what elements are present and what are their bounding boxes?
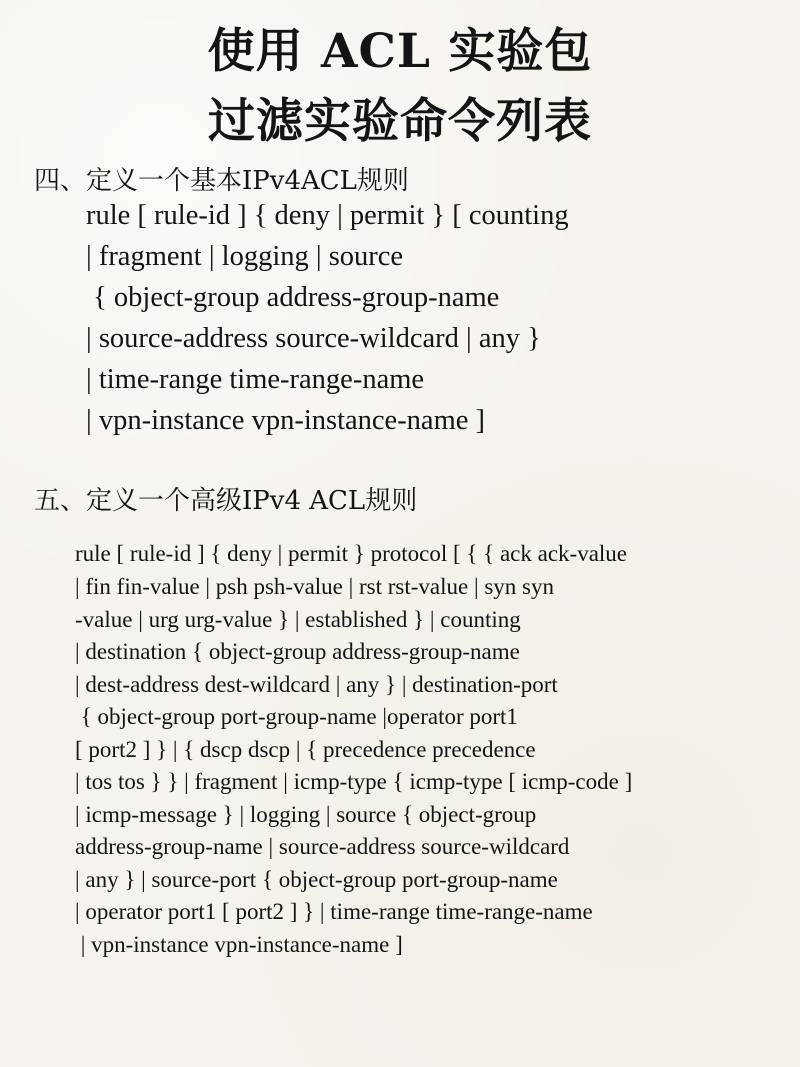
section-5-command-line: | operator port1 [ port2 ] } | time-range time-range-name [75,899,593,924]
section-5-heading: 五、定义一个高级IPv4 ACL规则 [34,486,418,516]
section-4-command-line: | time-range time-range-name [86,364,425,395]
section-5-command-line: | fin fin-value | psh psh-value | rst rst-value | syn syn [75,574,554,599]
section-5-command-line: | dest-address dest-wildcard | any } | destination-port [75,672,558,697]
section-4-command-line: | vpn-instance vpn-instance-name ] [86,405,486,436]
section-5-command-line: | any } | source-port { object-group port-group-name [75,867,558,892]
section-5-command-line: [ port2 ] } | { dscp dscp | { precedence precedence [75,737,536,762]
section-4-command-line: { object-group address-group-name [86,282,500,313]
section-4-command-line: | source-address source-wildcard | any } [86,323,541,354]
section-5-command-line: address-group-name | source-address source-wildcard [75,834,570,859]
section-5-command-line: rule [ rule-id ] { deny | permit } protocol [ { { ack ack-value [75,541,627,566]
section-4-command-line: | fragment | logging | source [86,241,404,272]
section-5-command-line: | tos tos } } | fragment | icmp-type { icmp-type [ icmp-code ] [75,769,633,794]
section-5-command-line: | destination { object-group address-group-name [75,639,520,664]
page-title-line-1: 使用 ACL 实验包 [207,24,593,79]
section-5-command-line: | icmp-message } | logging | source { object-group [75,802,537,827]
section-5-command-line: | vpn-instance vpn-instance-name ] [75,932,403,957]
section-4-command-line: rule [ rule-id ] { deny | permit } [ counting [86,200,569,231]
section-5-command-line: -value | urg urg-value } | established } | counting [75,607,521,632]
section-5-command-line: { object-group port-group-name |operator port1 [75,704,518,729]
section-4-heading: 四、定义一个基本IPv4ACL规则 [34,166,409,196]
page-title-line-2: 过滤实验命令列表 [208,94,592,149]
